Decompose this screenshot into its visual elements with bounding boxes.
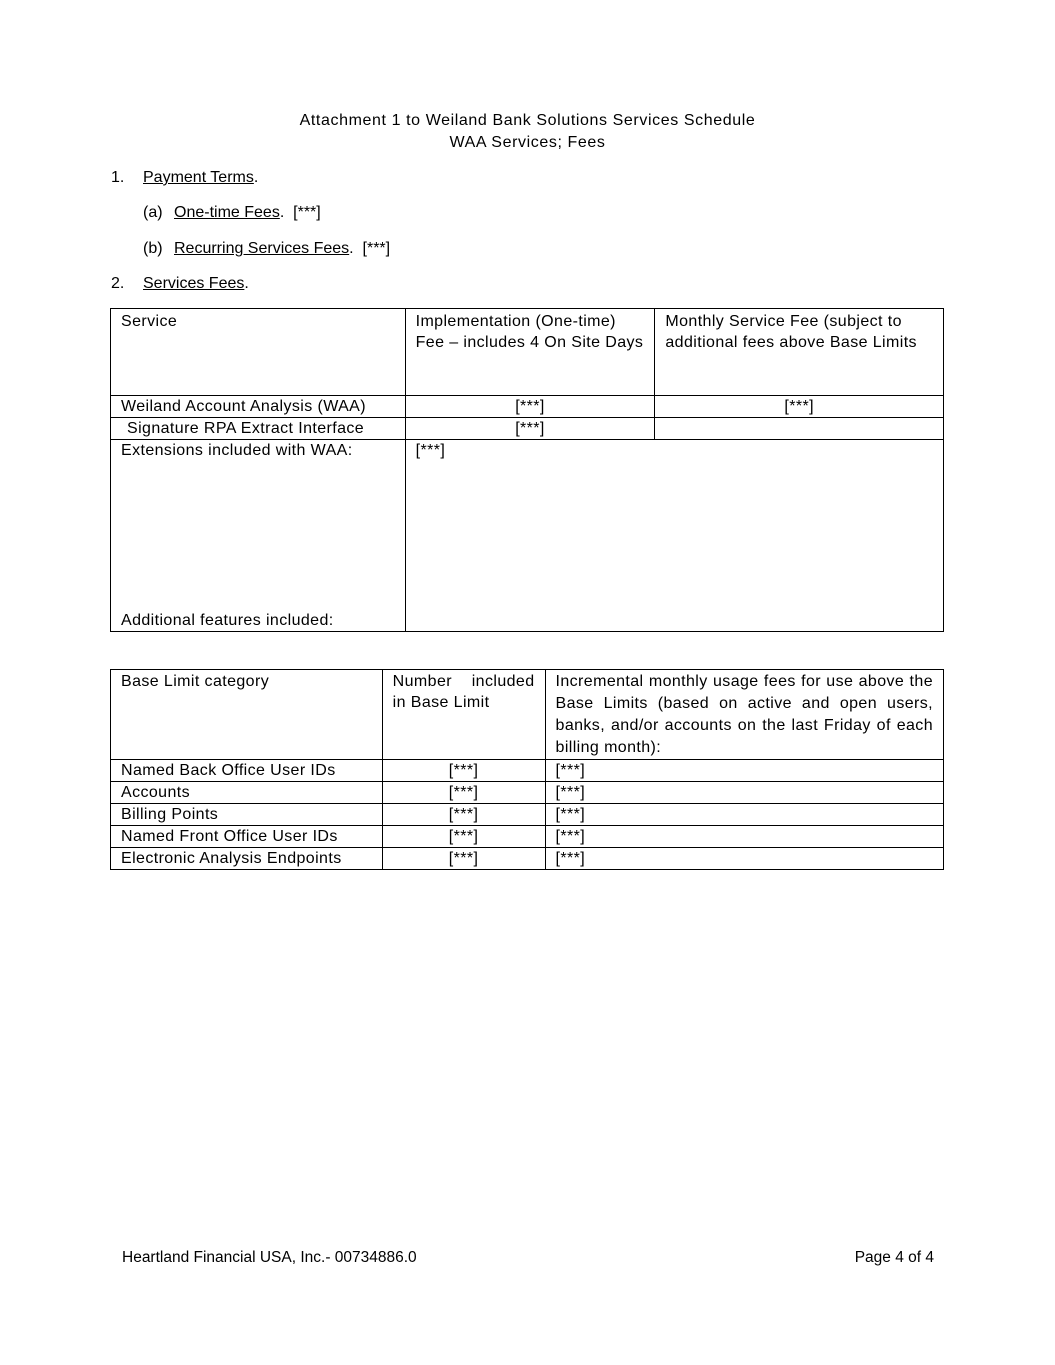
header-monthly-fee: Monthly Service Fee (subject to additional fees above Base Limits: [655, 309, 944, 396]
table-row: [111, 418, 944, 440]
service-name: Weiland Account Analysis (WAA): [111, 396, 406, 418]
header-service: Service: [111, 309, 406, 396]
document-subtitle: WAA Services; Fees: [449, 134, 606, 151]
extensions-value: [***]: [405, 440, 943, 632]
footer-page-number: Page 4 of 4: [854, 1249, 934, 1266]
monthly-fee: [655, 418, 944, 440]
header-incremental-fees: Incremental monthly usage fees for use above the Base Limits (based on active and open users, banks, and/or accounts on the last Friday of each billing month):: [545, 670, 943, 760]
subitem-one-time-fees: (a) One-time Fees. [***]: [143, 204, 321, 221]
table-row: [111, 782, 944, 804]
table-row: [111, 848, 944, 870]
service-name: Signature RPA Extract Interface: [111, 418, 406, 440]
table-row: [111, 760, 944, 782]
document-title: Attachment 1 to Weiland Bank Solutions Services Schedule: [299, 112, 756, 129]
section-payment-terms: 1. Payment Terms.: [111, 169, 259, 186]
included: [***]: [382, 826, 545, 848]
section-title: Payment Terms: [143, 169, 254, 186]
header-number-included: Number included in Base Limit: [382, 670, 545, 760]
implementation-fee: [***]: [405, 396, 655, 418]
monthly-fee: [***]: [655, 396, 944, 418]
subitem-title: One-time Fees: [174, 204, 280, 221]
section-title: Services Fees: [143, 275, 245, 292]
section-services-fees: 2. Services Fees.: [111, 275, 249, 292]
included: [***]: [382, 804, 545, 826]
table-header-row: [111, 309, 944, 396]
header-base-limit-category: Base Limit category: [111, 670, 383, 760]
implementation-fee: [***]: [405, 418, 655, 440]
table-row: [111, 804, 944, 826]
additional-features-label: Additional features included:: [121, 612, 334, 629]
header-implementation-fee: Implementation (One-time) Fee – includes 4 On Site Days: [405, 309, 655, 396]
subitem-value: [***]: [293, 204, 321, 221]
category: Billing Points: [111, 804, 383, 826]
category: Accounts: [111, 782, 383, 804]
base-limits-table: [110, 669, 944, 870]
extensions-label: Extensions included with WAA:: [121, 442, 353, 459]
category: Electronic Analysis Endpoints: [111, 848, 383, 870]
subitem-value: [***]: [362, 240, 391, 257]
fee: [***]: [545, 782, 943, 804]
table-header-row: [111, 670, 944, 760]
section-number: 2.: [111, 275, 125, 292]
category: Named Front Office User IDs: [111, 826, 383, 848]
services-fees-table: [110, 308, 944, 632]
included: [***]: [382, 848, 545, 870]
fee: [***]: [545, 848, 943, 870]
extensions-row: [111, 440, 944, 632]
extensions-cell: [111, 440, 406, 632]
subitem-label: (a): [143, 204, 163, 221]
subitem-recurring-fees: (b) Recurring Services Fees. [***]: [143, 240, 391, 257]
footer-company: Heartland Financial USA, Inc.- 00734886.0: [122, 1249, 417, 1266]
fee: [***]: [545, 760, 943, 782]
category: Named Back Office User IDs: [111, 760, 383, 782]
table-row: [111, 396, 944, 418]
fee: [***]: [545, 826, 943, 848]
fee: [***]: [545, 804, 943, 826]
subitem-label: (b): [143, 240, 163, 257]
included: [***]: [382, 782, 545, 804]
section-number: 1.: [111, 169, 125, 186]
subitem-title: Recurring Services Fees: [174, 240, 350, 257]
included: [***]: [382, 760, 545, 782]
table-row: [111, 826, 944, 848]
